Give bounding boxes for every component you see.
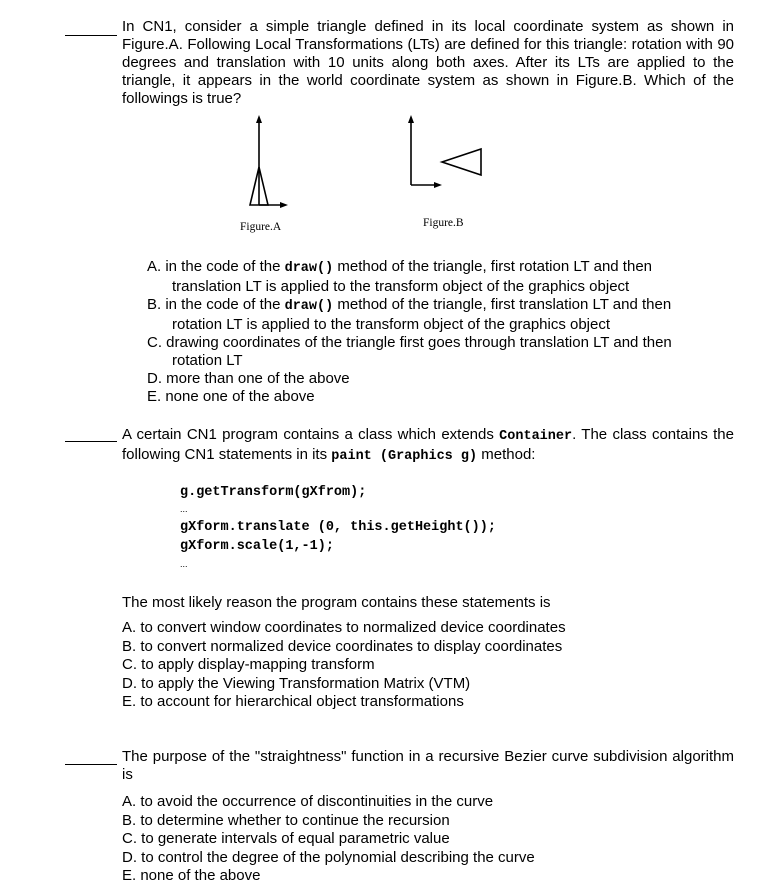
figure-a-y-arrow [256,115,262,123]
q2-option-e: E. to account for hierarchical object transformations [122,693,464,710]
q1-option-b: B. in the code of the draw() method of the triangle, first translation LT and then rotation LT is applied to the transform object of the graphics object [147,296,672,333]
q2-option-a: A. to convert window coordinates to normalized device coordinates [122,619,566,636]
code-ellipsis-2: ... [180,559,188,569]
figure-a-caption: Figure.A [240,221,282,233]
figure-a-x-arrow [280,202,288,208]
code-line-3: gXform.scale(1,-1); [180,539,334,554]
figure-b [405,115,485,195]
q1-stem: In CN1, consider a simple triangle defined in its local coordinate system as shown in Figure.A. Following Local Transformations (LTs) are defined for this triangle: rotation with 90 degrees and translation with 10 units along both axes. After its LTs are applied to the triangle, it appears in the world coordinate system as shown in Figure.B. Which of the followings is true? [122,18,734,107]
q3-option-c: C. to generate intervals of equal parametric value [122,830,450,847]
q2-option-d: D. to apply the Viewing Transformation Matrix (VTM) [122,674,471,692]
q1-option-a: A. in the code of the draw() method of the triangle, first rotation LT and then translation LT is applied to the transform object of the graphics object [147,258,653,295]
q3-stem: The purpose of the "straightness" function in a recursive Bezier curve subdivision algorithm is [122,748,734,783]
code-ellipsis-1: ... [180,504,188,514]
q2-stem: A certain CN1 program contains a class which extends Container. The class contains the following CN1 statements in its paint (Graphics g) method: [122,426,734,464]
q2-prompt: The most likely reason the program contains these statements is [122,594,551,611]
q3-option-b: B. to determine whether to continue the recursion [122,811,450,829]
q2-option-c: C. to apply display-mapping transform [122,656,375,673]
q2-options [122,619,566,712]
figure-b-triangle [442,149,481,175]
answer-blank-q1[interactable] [65,35,117,36]
code-line-1: g.getTransform(gXfrom); [180,485,367,500]
q3-option-a: A. to avoid the occurrence of discontinuities in the curve [122,793,494,810]
q1-options [122,258,722,406]
q3-option-d: D. to control the degree of the polynomial describing the curve [122,848,535,866]
q3-options [122,793,535,886]
answer-blank-q2[interactable] [65,441,117,442]
code-line-2: gXform.translate (0, this.getHeight()); [180,520,496,535]
figure-b-x-arrow [434,182,442,188]
q1-option-c: C. drawing coordinates of the triangle first goes through translation LT and then rotation LT [147,334,672,369]
figure-b-caption: Figure.B [423,217,464,229]
q3-option-e: E. none of the above [122,867,261,884]
figure-b-y-arrow [408,115,414,123]
figure-a [240,115,290,213]
q2-option-b: B. to convert normalized device coordinates to display coordinates [122,637,563,655]
q1-option-d: D. more than one of the above [147,370,350,387]
answer-blank-q3[interactable] [65,764,117,765]
q1-option-e: E. none one of the above [147,388,315,405]
